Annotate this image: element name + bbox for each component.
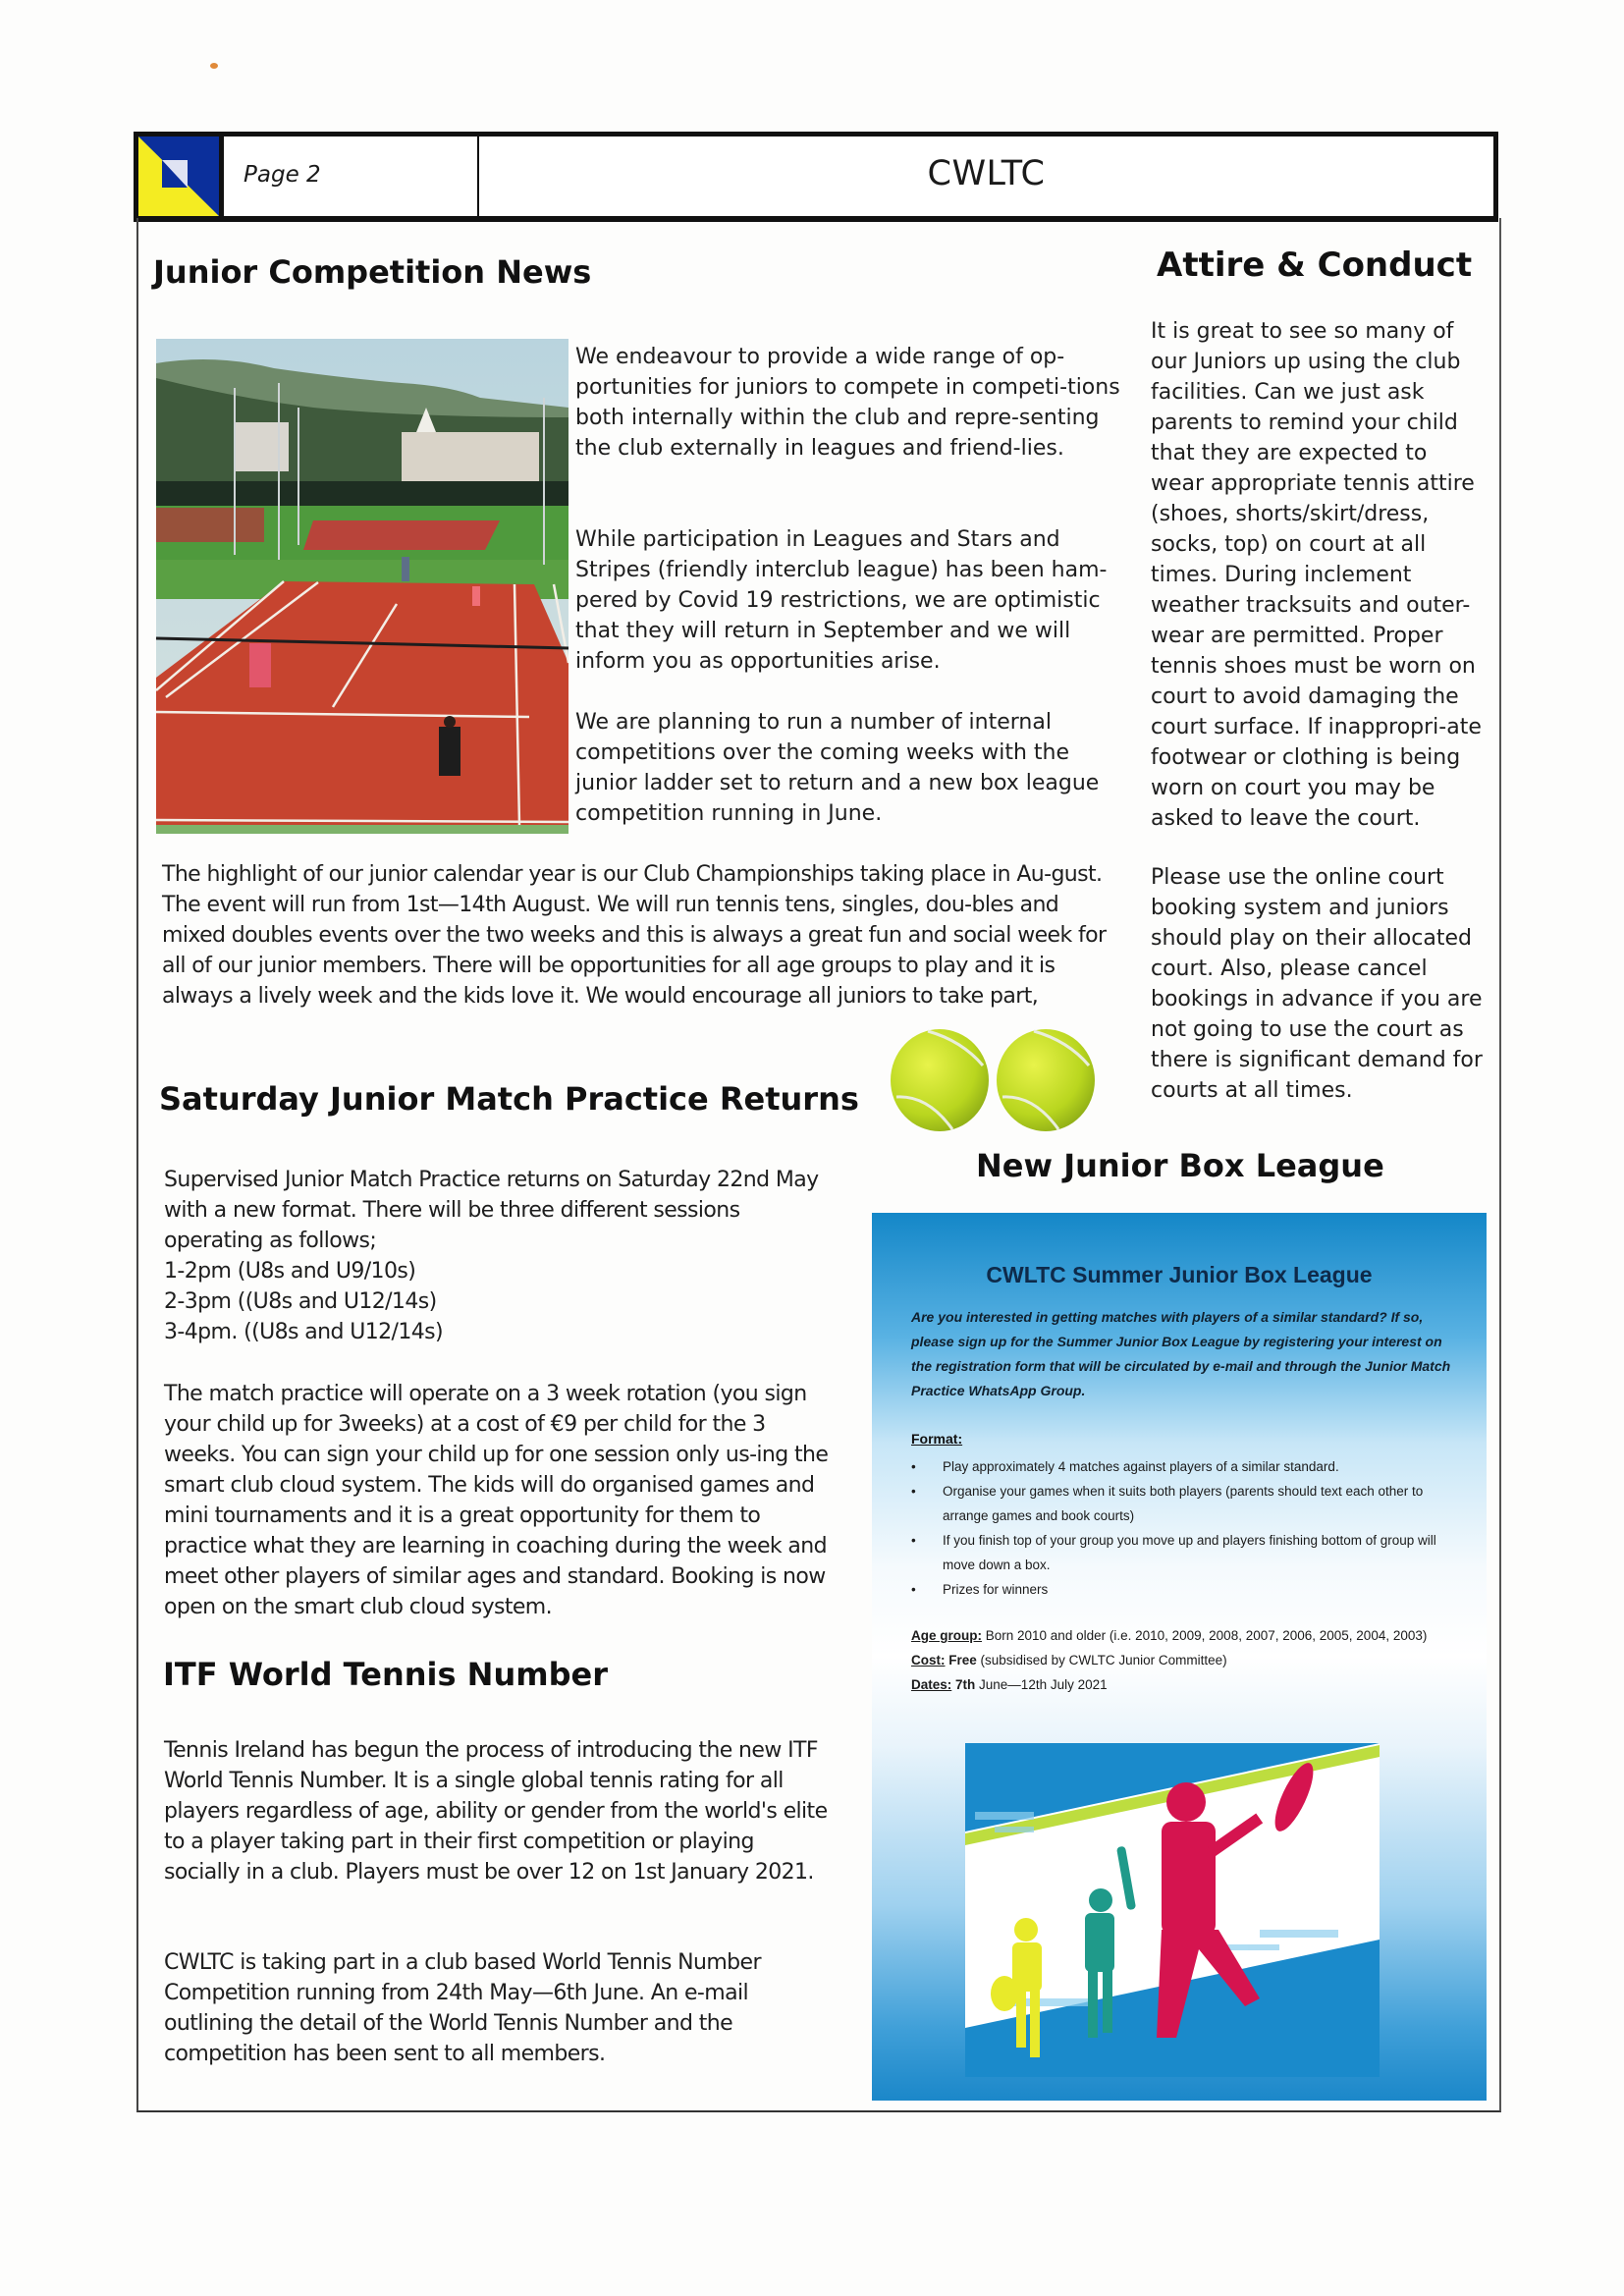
cost-label: Cost:	[911, 1653, 946, 1667]
junior-para-2: While participation in Leagues and Stars and Stripes (friendly interclub league) has been ham-pered by Covid 19 restrictions, we are optimistic that they will return in September and we will inform you as opportunities arise.	[575, 527, 1108, 674]
flyer-format-label: Format:	[911, 1431, 963, 1447]
junior-para-1: We endeavour to provide a wide range of op-portunities for juniors to compete in competi-tions both internally within the club and repre-senting the club externally in leagues and friend-lies.	[575, 345, 1120, 461]
session-item: 2-3pm ((U8s and U12/14s)	[164, 1289, 437, 1314]
itf-para-1: Tennis Ireland has begun the process of introducing the new ITF World Tennis Number. It is a single global tennis rating for all players regardless of age, ability or gender from the world's elite to a player taking part in their first competition or playing socially in a club. Players must be over 12 on 1st January 2021.	[164, 1738, 828, 1885]
box-league-heading: New Junior Box League	[976, 1147, 1384, 1184]
flyer-title: CWLTC Summer Junior Box League	[986, 1262, 1373, 1287]
tennis-balls-image	[889, 1026, 1105, 1134]
cost-strong: Free	[945, 1653, 977, 1667]
flyer-intro: Are you interested in getting matches with players of a similar standard? If so, please sign up for the Summer Junior Box League by registering your interest on the registration form that will be circulated by e-mail and through the Junior Match Practice WhatsApp Group.	[911, 1309, 1451, 1398]
flyer-cost	[911, 1648, 1461, 1672]
flyer-format-list	[911, 1454, 1461, 1602]
dates-strong: 7th	[951, 1677, 976, 1692]
dates-value: June—12th July 2021	[975, 1677, 1108, 1692]
championships-paragraph: The highlight of our junior calendar year is our Club Championships taking place in Au-gust. The event will run from 1st—14th August. We will run tennis tens, singles, dou-bles and mixed doubles events over the two weeks and this is always a great fun and social week for all of our junior members. There will be opportunities for all age groups to play and it is always a lively week and the kids love it. We would encourage all juniors to take part,	[162, 862, 1107, 1009]
tennis-ball-icon	[891, 1029, 989, 1131]
page-number: Page 2	[244, 162, 321, 188]
session-item: 3-4pm. ((U8s and U12/14s)	[164, 1320, 443, 1344]
session-list	[164, 1256, 832, 1347]
box-league-flyer	[872, 1213, 1487, 2101]
dates-label: Dates:	[911, 1677, 952, 1692]
attire-para-2: Please use the online court booking system and juniors should play on their allocated court. Also, please cancel bookings in advance if you are not going to use the court as there is significant demand for courts at all times.	[1151, 865, 1483, 1103]
page-number-cell	[224, 137, 479, 216]
flyer-info	[911, 1623, 1461, 1697]
attire-heading: Attire & Conduct	[1157, 246, 1473, 285]
court-photo	[156, 339, 568, 834]
session-item: 1-2pm (U8s and U9/10s)	[164, 1259, 416, 1284]
saturday-intro: Supervised Junior Match Practice returns on Saturday 22nd May with a new format. There will be three different sessions operating as follows;	[164, 1168, 819, 1253]
cost-value: (subsidised by CWLTC Junior Committee)	[976, 1653, 1227, 1667]
scan-speck	[210, 63, 218, 69]
attire-para-1: It is great to see so many of our Juniors up using the club facilities. Can we just ask parents to remind your child that they are expected to wear appropriate tennis attire (shoes, shorts/skirt/dress, socks, top) on court at all times. During inclement weather tracksuits and outer-wear are permitted. Proper tennis shoes must be worn on court to avoid damaging the court surface. If inappropri-ate footwear or clothing is being worn on court you may be asked to leave the court.	[1151, 319, 1482, 831]
club-logo-icon	[138, 137, 224, 216]
junior-players-artwork	[965, 1743, 1380, 2077]
flyer-format-item: • Organise your games when it suits both players (parents should text each other to arrange games and book courts)	[911, 1479, 1461, 1528]
page-header	[134, 132, 1498, 222]
flyer-age-group	[911, 1623, 1461, 1648]
flyer-format-item: • If you finish top of your group you move up and players finishing bottom of group will move down a box.	[911, 1528, 1461, 1577]
itf-heading: ITF World Tennis Number	[163, 1656, 608, 1693]
tennis-ball-icon	[997, 1029, 1095, 1131]
age-group-value: Born 2010 and older (i.e. 2010, 2009, 2008, 2007, 2006, 2005, 2004, 2003)	[982, 1628, 1428, 1643]
flyer-format-item: • Play approximately 4 matches against players of a similar standard.	[911, 1454, 1461, 1479]
itf-para-2: CWLTC is taking part in a club based World Tennis Number Competition running from 24th May—6th June. An e-mail outlining the detail of the World Tennis Number and the competition has been sent to all members.	[164, 1950, 761, 2066]
club-name: CWLTC	[927, 154, 1046, 193]
saturday-practice-heading: Saturday Junior Match Practice Returns	[159, 1080, 859, 1118]
saturday-details: The match practice will operate on a 3 week rotation (you sign your child up for 3weeks) at a cost of €9 per child for the 3 weeks. You can sign your child up for one session only us-ing the smart club cloud system. The kids will do organised games and mini tournaments and it is a great opportunity for them to practice what they are learning in coaching during the week and meet other players of similar ages and standard. Booking is now open on the smart club cloud system.	[164, 1382, 829, 1619]
age-group-label: Age group:	[911, 1628, 982, 1643]
junior-para-3: We are planning to run a number of internal competitions over the coming weeks with the junior ladder set to return and a new box league competition running in June.	[575, 710, 1100, 826]
flyer-dates	[911, 1672, 1461, 1697]
junior-competition-heading: Junior Competition News	[153, 253, 592, 291]
flyer-format-item: • Prizes for winners	[911, 1577, 1461, 1602]
